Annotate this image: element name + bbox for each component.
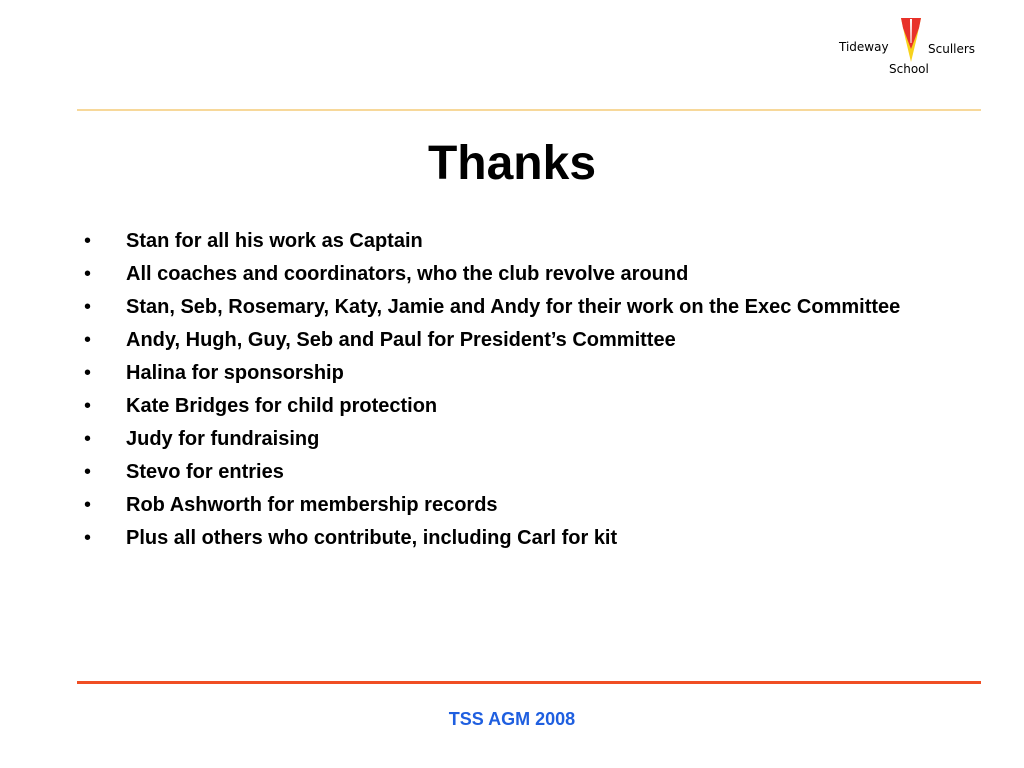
bullet-text: Rob Ashworth for membership records	[126, 494, 498, 516]
list-item	[84, 493, 944, 518]
bullet-marker: •	[84, 428, 92, 450]
bullet-marker: •	[84, 461, 92, 483]
list-item	[84, 460, 944, 485]
list-item	[84, 526, 944, 551]
bullet-marker: •	[84, 263, 92, 285]
bullet-marker: •	[84, 527, 92, 549]
bullet-marker: •	[84, 329, 92, 351]
logo-word-scullers: Scullers	[928, 42, 976, 56]
list-item	[84, 295, 944, 320]
page-title: Thanks	[427, 137, 597, 190]
bottom-divider	[77, 681, 981, 684]
list-item	[84, 361, 944, 386]
bullet-text: Judy for fundraising	[126, 428, 320, 450]
bullet-text: Kate Bridges for child protection	[126, 395, 438, 417]
bullet-text: Plus all others who contribute, including Carl for kit	[126, 527, 618, 549]
list-item	[84, 229, 944, 254]
bullet-marker: •	[84, 296, 92, 318]
logo-word-tideway: Tideway	[839, 40, 889, 54]
school-logo	[836, 16, 986, 80]
bullet-text: Stevo for entries	[126, 461, 284, 483]
bullet-marker: •	[84, 395, 92, 417]
bullet-text: Halina for sponsorship	[126, 362, 344, 384]
bullet-text: Stan for all his work as Captain	[126, 230, 423, 252]
bullet-list	[84, 229, 944, 559]
bullet-marker: •	[84, 362, 92, 384]
logo-word-school: School	[889, 62, 929, 76]
bullet-marker: •	[84, 230, 92, 252]
list-item	[84, 394, 944, 419]
list-item	[84, 262, 944, 287]
bullet-text: All coaches and coordinators, who the club revolve around	[126, 263, 689, 285]
list-item	[84, 427, 944, 452]
footer-text: TSS AGM 2008	[448, 709, 576, 729]
bullet-text: Andy, Hugh, Guy, Seb and Paul for President’s Committee	[126, 329, 676, 351]
crest-shield-icon	[900, 17, 922, 63]
top-divider	[77, 109, 981, 111]
bullet-text: Stan, Seb, Rosemary, Katy, Jamie and Andy for their work on the Exec Committee	[126, 296, 901, 318]
bullet-marker: •	[84, 494, 92, 516]
list-item	[84, 328, 944, 353]
